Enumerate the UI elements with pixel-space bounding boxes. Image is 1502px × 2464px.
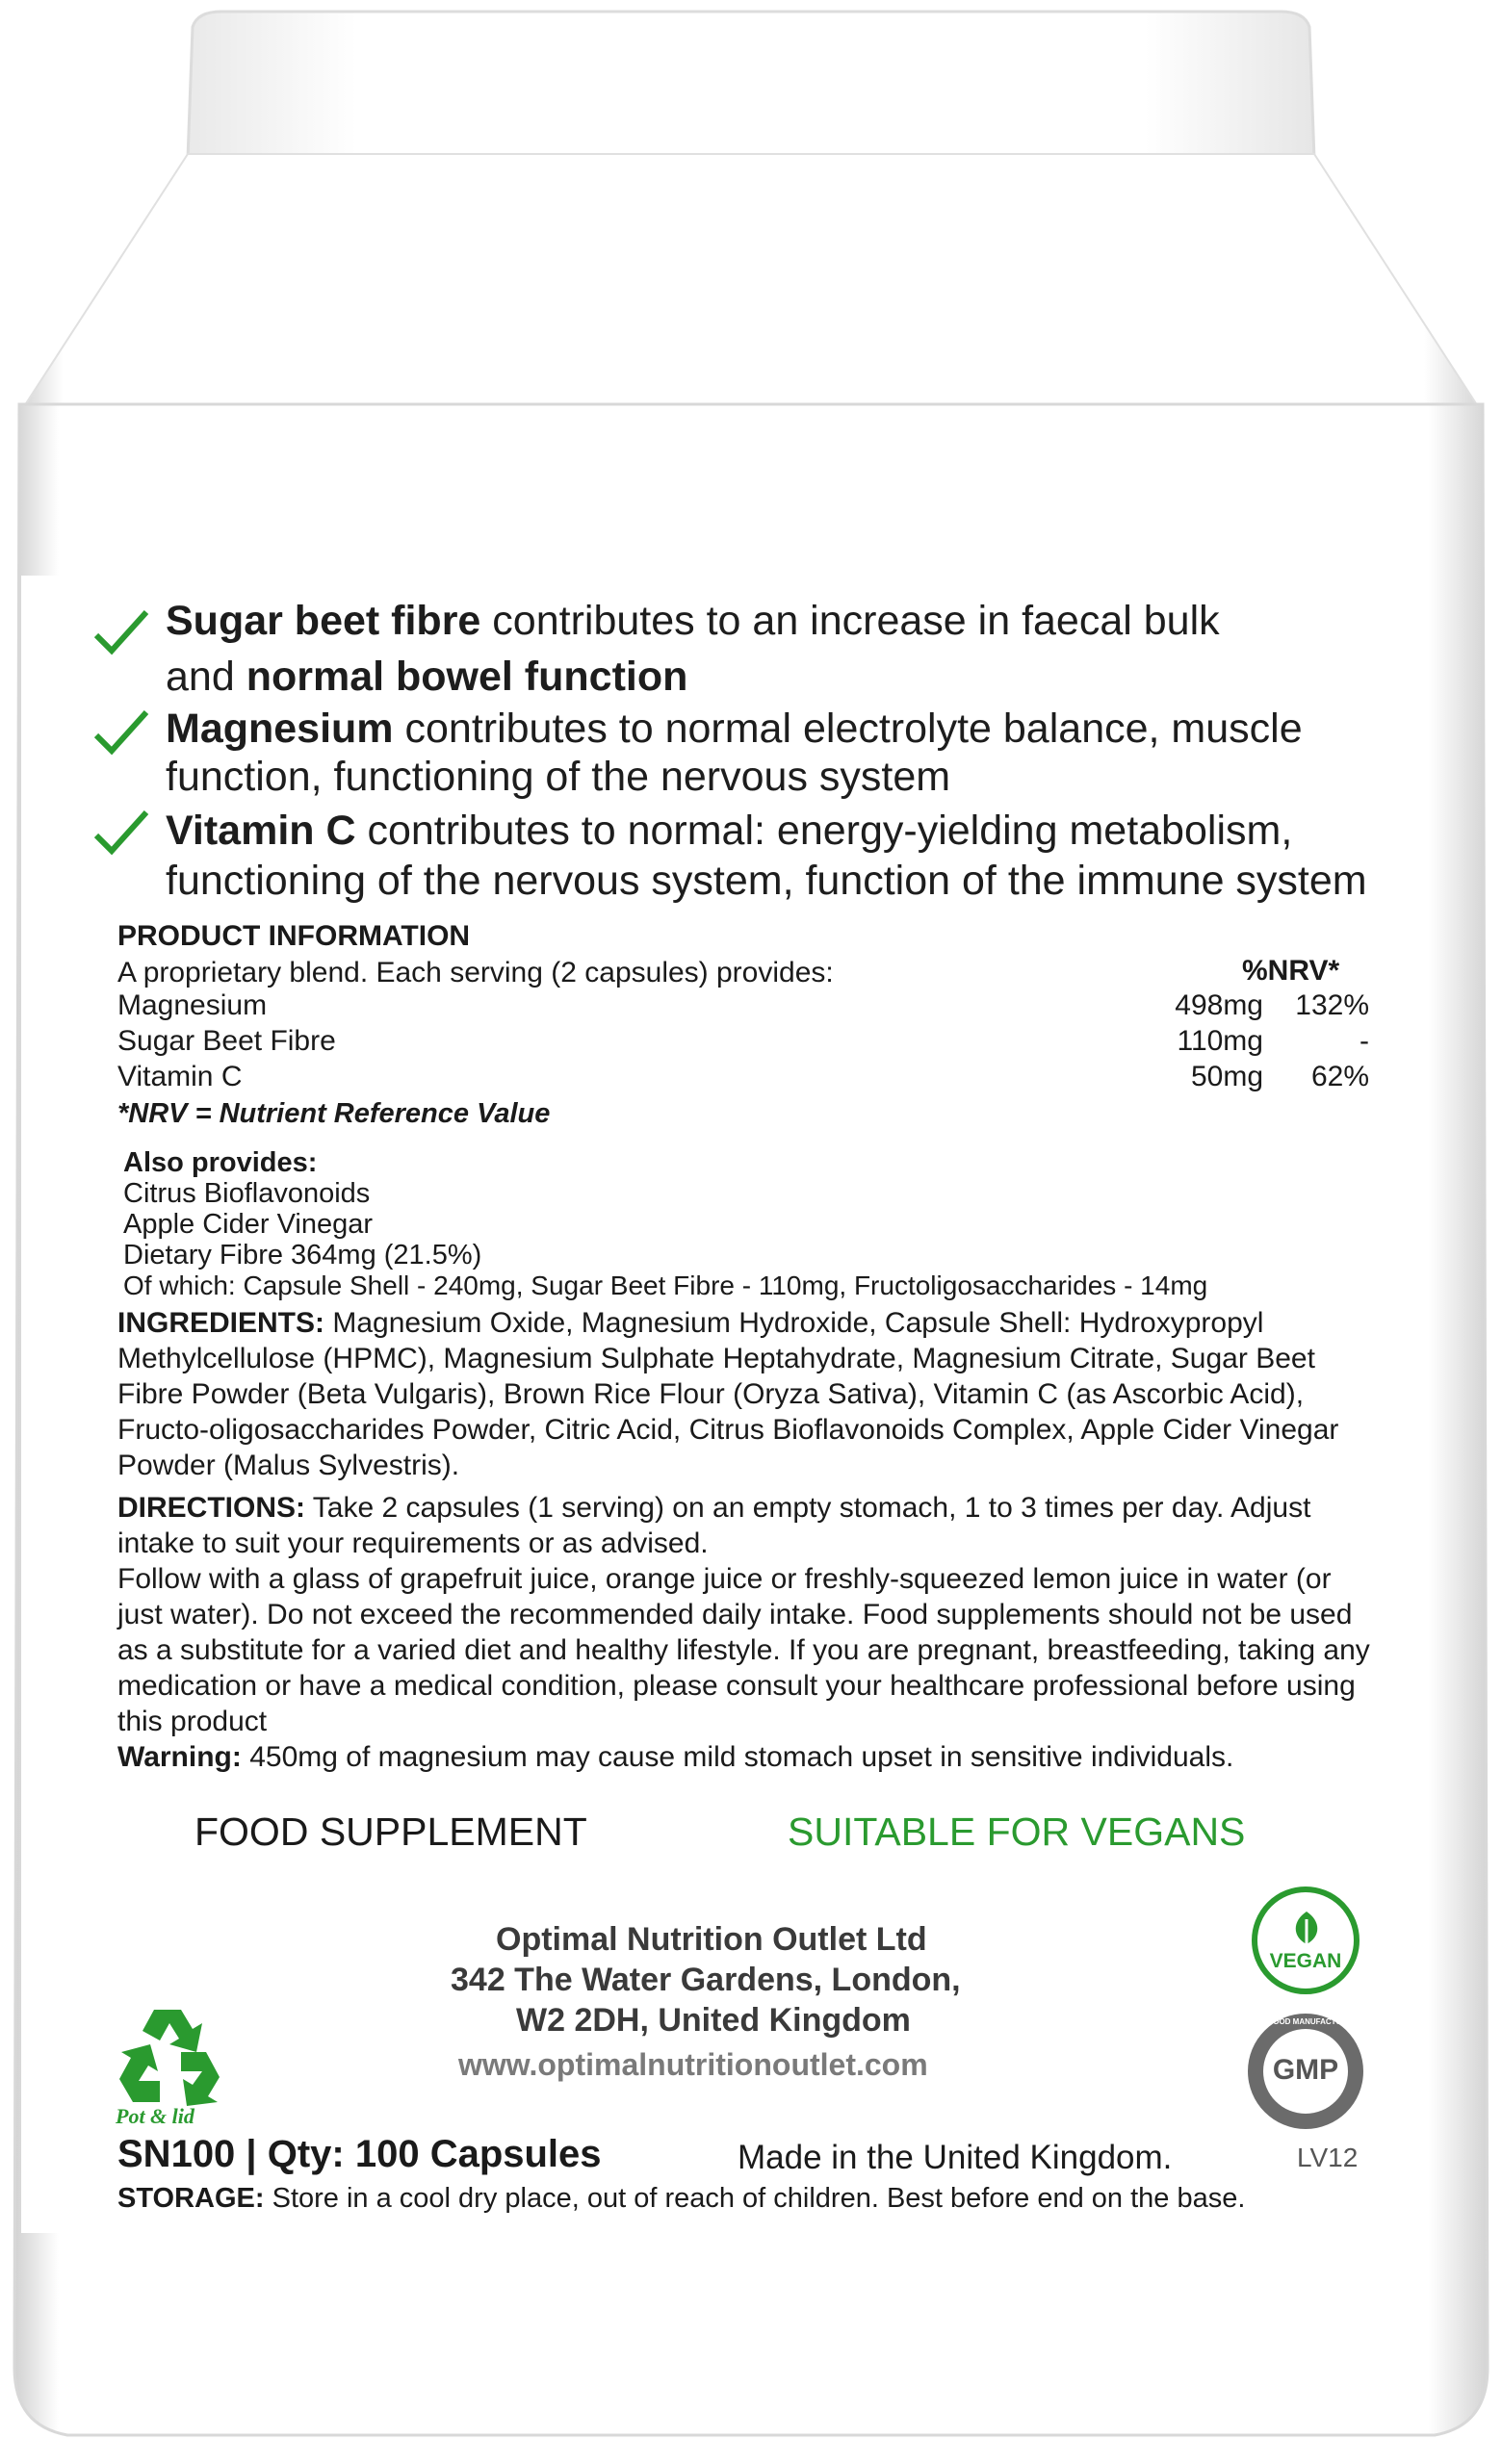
- nutrient-amount: 50mg: [1190, 1061, 1263, 1092]
- gmp-ring-text: GOOD MANUFACTURING PRACTICE: [1267, 2017, 1403, 2026]
- nrv-footnote: *NRV = Nutrient Reference Value: [117, 1098, 551, 1129]
- suitable-vegans-label: SUITABLE FOR VEGANS: [788, 1810, 1246, 1854]
- gmp-seal-icon: [1248, 2014, 1403, 2129]
- ingredients: INGREDIENTS: Magnesium Oxide, Magnesium Hydroxide, Capsule Shell: Hydroxypropyl Methylcellulose (HPMC), Magnesium Sulphate Heptahydrate, Magnesium Citrate, Sugar Beet Fibre Powder (Beta Vulgaris), Brown Rice Flour (Oryza Sativa), Vitamin C (as Ascorbic Acid), Fructo-oligosaccharides Powder, Citric Acid, Citrus Bioflavonoids Complex, Apple Cider Vinegar Powder (Malus Sylvestris).: [117, 1307, 1339, 1481]
- claim-vitamin-c: Vitamin C contributes to normal: energy-yielding metabolism,: [166, 808, 1293, 854]
- claim-magnesium-line2: function, functioning of the nervous system: [166, 754, 951, 800]
- nrv-row: [117, 1025, 1369, 1061]
- nutrient-nrv: -: [1360, 1025, 1369, 1057]
- storage: STORAGE: Store in a cool dry place, out of reach of children. Best before end on the base.: [117, 2183, 1246, 2214]
- sku-qty: SN100 | Qty: 100 Capsules: [117, 2133, 602, 2175]
- recycle-caption: Pot & lid: [116, 2104, 194, 2128]
- warning: Warning: 450mg of magnesium may cause mild stomach upset in sensitive individuals.: [117, 1741, 1234, 1773]
- nrv-header: %NRV*: [1242, 955, 1340, 987]
- also-provides-item: Of which: Capsule Shell - 240mg, Sugar Beet Fibre - 110mg, Fructoligosaccharides - 14mg: [123, 1270, 1208, 1300]
- directions: DIRECTIONS: Take 2 capsules (1 serving) on an empty stomach, 1 to 3 times per day. Adjust intake to suit your requirements or as advised.: [117, 1492, 1311, 1559]
- nutrient-amount: 498mg: [1175, 989, 1263, 1021]
- claim-magnesium: Magnesium contributes to normal electrolyte balance, muscle: [166, 706, 1303, 752]
- claim-sugar-beet: Sugar beet fibre contributes to an increase in faecal bulk: [166, 598, 1220, 644]
- check-icon: [92, 608, 150, 656]
- nutrient-nrv: 62%: [1310, 1061, 1369, 1092]
- gmp-text: GMP: [1272, 2054, 1339, 2086]
- nrv-row: [117, 1061, 1369, 1096]
- directions-continued: Follow with a glass of grapefruit juice, orange juice or freshly-squeezed lemon juice in water (or just water). Do not exceed the recommended daily intake. Food supplements should not be used as a substitute for a varied diet and healthy lifestyle. If you are pregnant, breastfeeding, taking any medication or have a medical condition, please consult your healthcare professional before using this product: [117, 1563, 1370, 1737]
- nutrient-amount: 110mg: [1177, 1025, 1263, 1057]
- made-in: Made in the United Kingdom.: [738, 2139, 1173, 2176]
- vegan-badge: [1252, 1886, 1360, 1994]
- vegan-badge-text: VEGAN: [1269, 1950, 1342, 1972]
- also-provides-title: Also provides:: [123, 1147, 318, 1178]
- food-supplement-label: FOOD SUPPLEMENT: [194, 1810, 587, 1854]
- company-address-2: W2 2DH, United Kingdom: [516, 2002, 911, 2039]
- nrv-row: [117, 989, 1369, 1025]
- product-info-title: PRODUCT INFORMATION: [117, 920, 471, 952]
- company-website: www.optimalnutritionoutlet.com: [458, 2047, 928, 2082]
- also-provides-item: Apple Cider Vinegar: [123, 1209, 374, 1240]
- company-address-1: 342 The Water Gardens, London,: [451, 1962, 961, 1998]
- claim-sugar-beet-line2: and normal bowel function: [166, 654, 688, 700]
- also-provides-item: Citrus Bioflavonoids: [123, 1178, 371, 1209]
- check-icon: [92, 808, 150, 857]
- also-provides-item: Dietary Fibre 364mg (21.5%): [123, 1240, 482, 1270]
- company-name: Optimal Nutrition Outlet Ltd: [496, 1921, 927, 1958]
- lot-code: LV12: [1297, 2143, 1359, 2172]
- nutrient-name: Vitamin C: [117, 1061, 243, 1092]
- vegan-leaf-icon: [1286, 1908, 1327, 1948]
- check-icon: [92, 708, 150, 757]
- nutrient-nrv: 132%: [1295, 989, 1369, 1021]
- nutrient-name: Sugar Beet Fibre: [117, 1025, 336, 1057]
- claim-vitamin-c-line2: functioning of the nervous system, function of the immune system: [166, 858, 1367, 904]
- product-info-intro: A proprietary blend. Each serving (2 capsules) provides:: [117, 957, 834, 988]
- recycle-icon: [114, 2002, 229, 2110]
- nutrient-name: Magnesium: [117, 989, 268, 1021]
